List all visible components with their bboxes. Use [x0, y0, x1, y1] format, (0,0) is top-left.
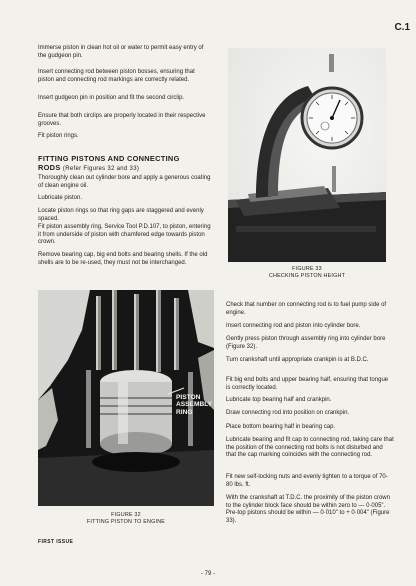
paragraph-ensure-circlips: Ensure that both circlips are properly located in their respective grooves. [38, 113, 206, 127]
section-tag: C.1 [394, 22, 410, 33]
paragraph-clean-cylinder-bore: Thoroughly clean out cylinder bore and apply a generous coating of clean engine oil. [38, 175, 211, 189]
paragraph-insert-gudgeon-pin: Insert gudgeon pin in position and fit the second circlip. [38, 95, 185, 101]
figure-32-number: FIGURE 32 [111, 512, 141, 518]
figure-33-photo [228, 48, 386, 262]
figure-32-photo [38, 290, 214, 506]
paragraph-check-number: Check that number on connecting rod is to fuel pump side of engine. [226, 302, 387, 316]
heading-reference: (Refer Figures 32 and 33) [62, 165, 140, 172]
paragraph-lubricate-bearing: Lubricate top bearing half and crankpin. [226, 397, 332, 403]
issue-label: FIRST ISSUE [38, 539, 74, 545]
piston-assembly-ring-label [176, 394, 212, 416]
figure-33-caption [228, 266, 386, 279]
label-line-3: RING [176, 408, 193, 416]
heading-rods: RODS [38, 162, 61, 172]
paragraph-fit-big-end-bolts: Fit big end bolts and upper bearing half, ensuring that tongue is correctly located. [226, 377, 389, 391]
dial-gauge-photo [228, 48, 386, 262]
paragraph-fit-cap: Lubricate bearing and fit cap to connecting rod, taking care that the position of the connecting rod bolts is not disturbed and that the cap marking coincides with the connecting rod. [226, 437, 394, 459]
paragraph-lubricate-piston: Lubricate piston. [38, 195, 83, 201]
section-heading [38, 155, 213, 173]
paragraph-place-bearing: Place bottom bearing half in bearing cap. [226, 424, 336, 430]
paragraph-insert-connecting-rod: Insert connecting rod between piston bosses, ensuring that piston and connecting rod markings are correctly related. [38, 69, 195, 83]
paragraph-remove-bearing-cap: Remove bearing cap, big end bolts and bearing shells. If the old shells are to be re-used, they must not be interchanged. [38, 252, 208, 266]
paragraph-fit-piston-rings: Fit piston rings. [38, 133, 79, 139]
paragraph-turn-crankshaft: Turn crankshaft until appropriate crankpin is at B.D.C. [226, 357, 369, 363]
figure-32-title: FITTING PISTON TO ENGINE [86, 518, 166, 525]
page-number: - 79 - [200, 571, 215, 577]
figure-32-caption [38, 512, 214, 525]
figure-33-number: FIGURE 33 [292, 266, 322, 272]
paragraph-self-locking-nuts: Fit new self-locking nuts and evenly tighten to a torque of 70-80 lbs. ft. [226, 474, 388, 488]
figure-33-title: CHECKING PISTON HEIGHT [268, 272, 346, 279]
label-line-1: PISTON [176, 394, 201, 401]
heading-line-2 [38, 164, 213, 174]
heading-line-1: FITTING PISTONS AND CONNECTING [38, 154, 180, 163]
paragraph-piston-crown-proximity: With the crankshaft at T.D.C. the proximity of the piston crown to the cylinder block face should be within zero to — 0·005". Pre-top pistons should be within — 0·010" to + 0·004" (Figure 33). [226, 495, 390, 524]
label-line-2: ASSEMBLY [176, 401, 213, 409]
paragraph-fit-assembly-ring: Fit piston assembly ring, Service Tool P.D.107, to piston, entering it from underside of piston with chamfered edge towards piston crown. [38, 224, 211, 246]
paragraph-insert-rod-piston: Insert connecting rod and piston into cylinder bore. [226, 323, 361, 329]
paragraph-immerse-piston: Immerse piston in clean hot oil or water to permit easy entry of the gudgeon pin. [38, 45, 204, 59]
paragraph-draw-rod: Draw connecting rod into position on crankpin. [226, 410, 350, 416]
paragraph-press-piston: Gently press piston through assembly ring into cylinder bore (Figure 32). [226, 336, 386, 350]
paragraph-locate-piston-rings: Locate piston rings so that ring gaps are staggered and evenly spaced. [38, 208, 204, 222]
